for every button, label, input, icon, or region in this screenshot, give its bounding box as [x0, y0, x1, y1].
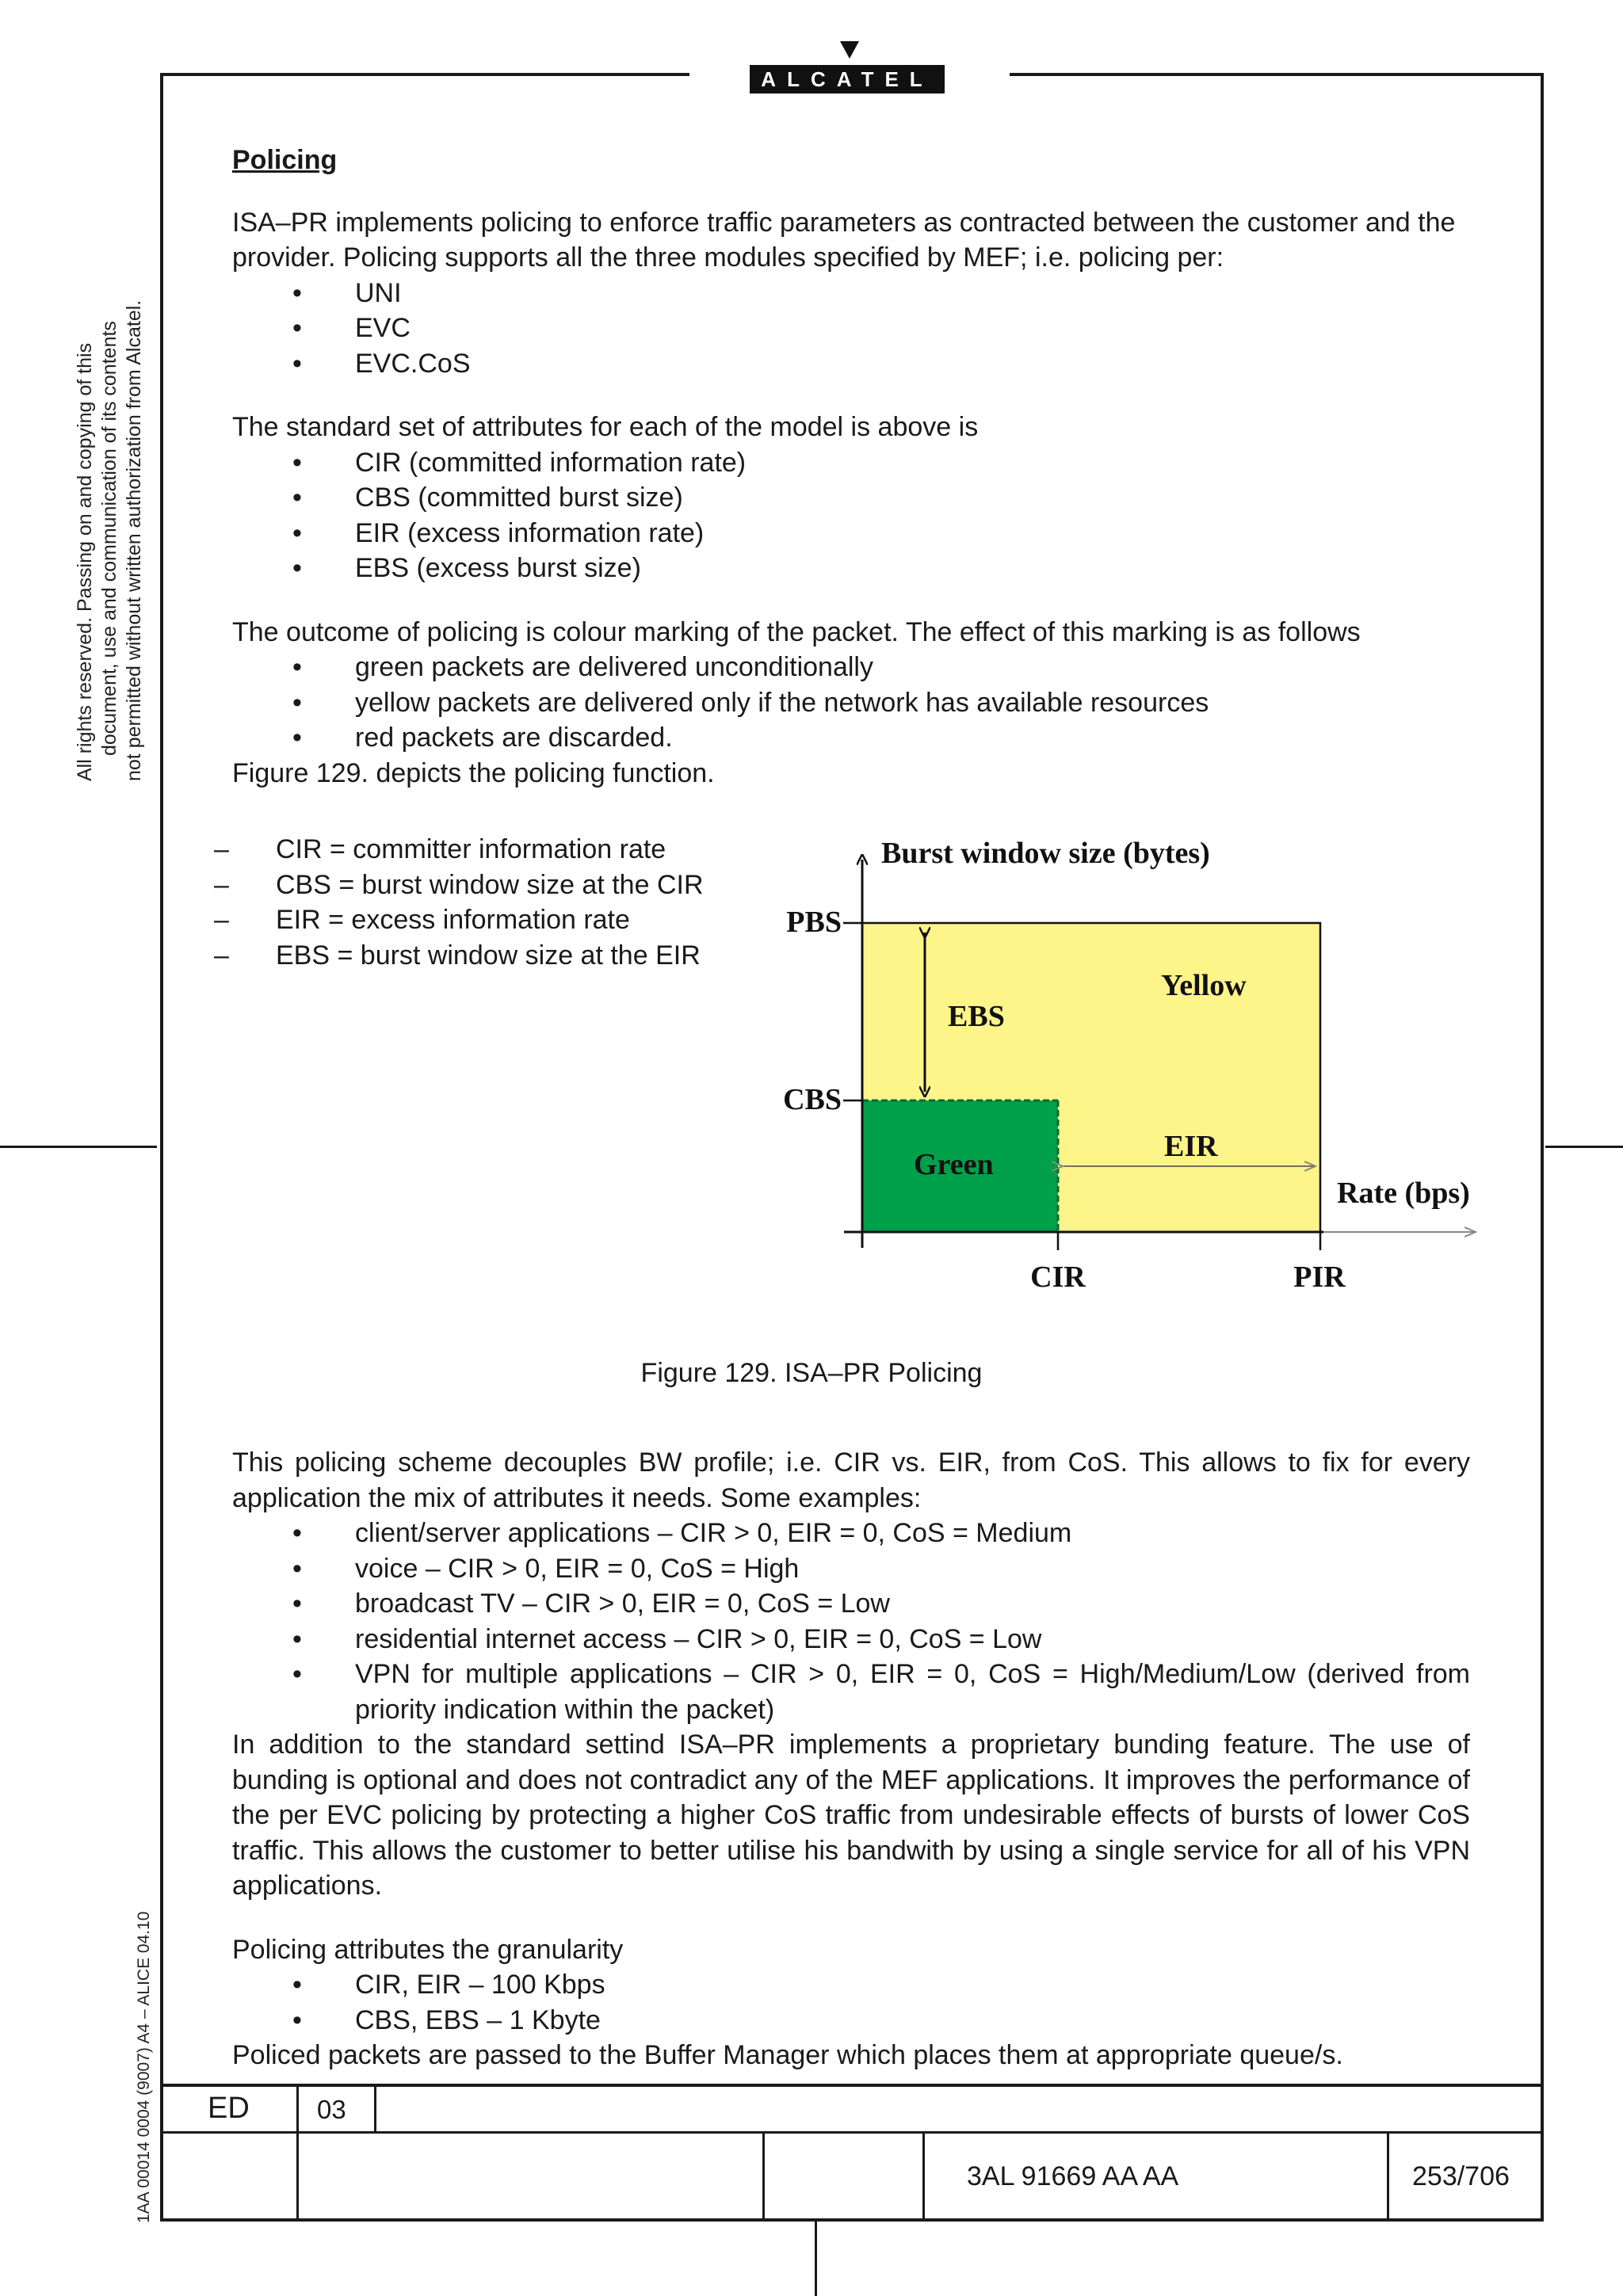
ed-value: 03	[317, 2095, 346, 2124]
footer-col-4	[1387, 2131, 1389, 2220]
cbs-label: CBS	[783, 1083, 842, 1116]
list-item: • EIR (excess information rate)	[232, 516, 1472, 551]
figure-reference: Figure 129. depicts the policing function.	[232, 757, 715, 788]
footer-col-3	[922, 2131, 925, 2220]
definition-item: – EBS = burst window size at the EIR	[214, 938, 704, 974]
list-item: • CBS (committed burst size)	[232, 480, 1472, 516]
cir-label: CIR	[1030, 1261, 1086, 1294]
footer-top-line	[160, 2084, 1544, 2087]
list-item: • CBS, EBS – 1 Kbyte	[232, 2003, 1470, 2039]
definition-item: – CBS = burst window size at the CIR	[214, 868, 704, 903]
granularity-list	[232, 1967, 1470, 2038]
scheme-paragraph: This policing scheme decouples BW profile; i.e. CIR vs. EIR, from CoS. This allows to fix for every application the mix of attributes it needs. Some examples:	[232, 1447, 1470, 1513]
list-item: • client/server applications – CIR > 0, EIR = 0, CoS = Medium	[232, 1516, 1470, 1551]
ed-label: ED	[208, 2092, 250, 2125]
footer-col-2	[762, 2131, 765, 2220]
pir-label: PIR	[1293, 1261, 1346, 1294]
examples-list	[232, 1516, 1470, 1727]
definition-item: – CIR = committer information rate	[214, 832, 704, 868]
list-item: • CIR (committed information rate)	[232, 445, 1472, 481]
form-code: 1AA 00014 0004 (9007) A4 – ALICE 04.10	[135, 1911, 153, 2223]
page-number: 253/706	[1412, 2161, 1510, 2191]
rights-line-2: document, use and communication of its contents	[98, 321, 120, 756]
intro-paragraph: ISA–PR implements policing to enforce traffic parameters as contracted between the customer and the provider. Policing supports all the three modules specified by MEF; i.e. policing per:	[232, 207, 1456, 273]
definition-item: – EIR = excess information rate	[214, 902, 704, 938]
list-item: • EVC.CoS	[232, 346, 1472, 382]
alcatel-logo: ALCATEL	[750, 65, 945, 93]
green-label: Green	[914, 1148, 994, 1181]
outcome-intro: The outcome of policing is colour marking of the packet. The effect of this marking is as follows	[232, 616, 1361, 647]
list-item: • VPN for multiple applications – CIR > 0, EIR = 0, CoS = High/Medium/Low (derived from priority indication within the packet)	[232, 1657, 1470, 1727]
eir-label: EIR	[1164, 1130, 1218, 1163]
footer-bottom-line	[160, 2218, 1544, 2222]
list-item: • broadcast TV – CIR > 0, EIR = 0, CoS = Low	[232, 1586, 1470, 1622]
section-heading: Policing	[232, 145, 338, 175]
granularity-intro: Policing attributes the granularity	[232, 1934, 624, 1965]
rights-line-1: All rights reserved. Passing on and copying of this	[74, 342, 96, 781]
list-item: • red packets are discarded.	[232, 720, 1472, 756]
attrs-intro: The standard set of attributes for each of the model is above is	[232, 412, 979, 442]
bunding-paragraph: In addition to the standard settind ISA–PR implements a proprietary bunding feature. The use of bunding is optional and does not contradict any of the MEF applications. It improves the performance of the per EVC policing by protecting a higher CoS traffic from undesirable effects of bursts of lower CoS traffic. This allows the customer to better utilise his bandwith by using a single service for all of his VPN applications.	[232, 1730, 1470, 1901]
list-item: • green packets are delivered unconditionally	[232, 650, 1472, 685]
yellow-label: Yellow	[1161, 969, 1247, 1002]
final-paragraph: Policed packets are passed to the Buffer Manager which places them at appropriate queue/s.	[232, 2040, 1343, 2070]
figure-caption: Figure 129. ISA–PR Policing	[640, 1358, 983, 1388]
footer-stub	[815, 2222, 817, 2296]
list-item: • yellow packets are delivered only if the network has available resources	[232, 685, 1472, 721]
ebs-label: EBS	[948, 1000, 1005, 1033]
list-item: • residential internet access – CIR > 0, EIR = 0, CoS = Low	[232, 1622, 1470, 1657]
footer-mid-line	[160, 2131, 1544, 2134]
list-item: • CIR, EIR – 100 Kbps	[232, 1967, 1470, 2003]
footer-col-ed	[374, 2084, 376, 2133]
policing-details	[232, 1445, 1470, 2073]
list-item: • EBS (excess burst size)	[232, 551, 1472, 586]
footer-col-1	[296, 2084, 299, 2220]
document-id: 3AL 91669 AA AA	[967, 2161, 1179, 2191]
pbs-label: PBS	[786, 906, 842, 939]
list-item: • UNI	[232, 276, 1472, 311]
x-axis-title: Rate (bps)	[1337, 1177, 1470, 1210]
y-axis-title: Burst window size (bytes)	[881, 837, 1210, 870]
list-item: • voice – CIR > 0, EIR = 0, CoS = High	[232, 1551, 1470, 1587]
list-item: • EVC	[232, 311, 1472, 346]
rights-line-3: not permitted without written authorization from Alcatel.	[123, 299, 145, 781]
